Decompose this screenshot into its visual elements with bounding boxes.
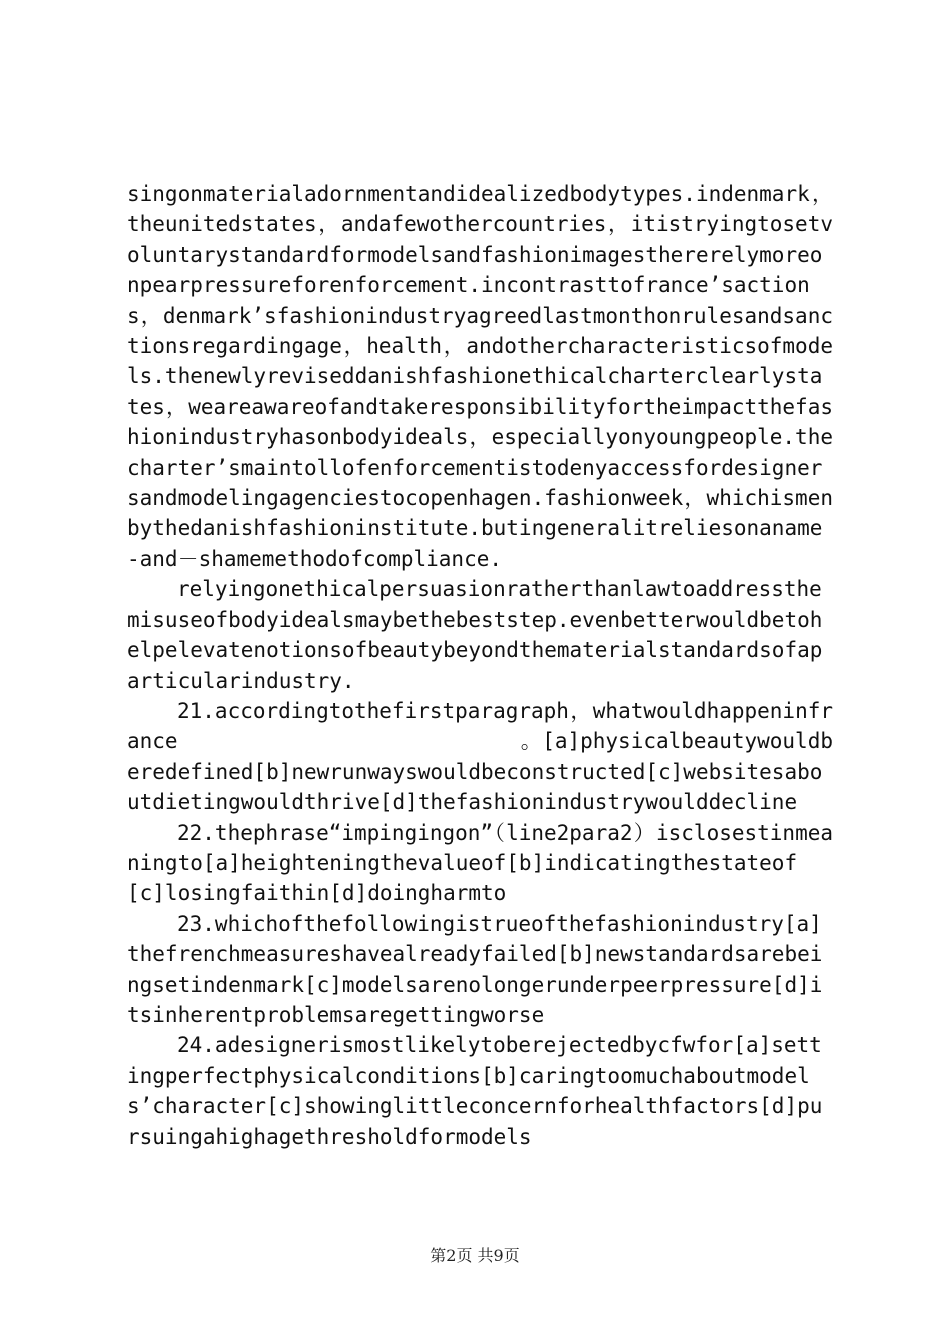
question-23: 23.whichofthefollowingistrueofthefashionindustry[a]thefrenchmeasureshavealreadyfailed[b]newstandardsarebeingsetindenmark[c]modelsarenolongerunderpeerpressure[d]itsinherentproblemsaregettingworse (127, 911, 823, 1027)
question-24: 24.adesignerismostlikelytoberejectedbycfwfor[a]settingperfectphysicalconditions[b]caringtoomuchaboutmodels’character[c]showinglittleconcernforhealthfactors[d]pursuingahighagethresholdformodels (127, 1033, 823, 1149)
document-body (127, 179, 833, 1152)
paragraph-continuation: singonmaterialadornmentandidealizedbodytypes.indenmark，theunitedstates，andafewothercountries，itistryingtosetvoluntarystandardformodelsandfashionimagesthererelymoreonpearpressureforenforcement.incontrasttofrance’sactions，denmark’sfashionindustryagreedlastmonthonrulesandsanctionsregardingage，health，andothercharacteristicsofmodels.thenewlyreviseddanishfashionethicalcharterclearlystates，weareawareofandtakeresponsibilityfortheimpactthefashionindustryhasonbodyideals，especiallyonyoungpeople.thecharter’smaintollofenforcementistodenyaccessfordesignersandmodelingagenciestocopenhagen.fashionweek，whichismenbythedanishfashioninstitute.butingeneralitreliesonaname-and－shamemethodofcompliance. (127, 182, 833, 571)
question-22: 22.thephrase“impingingon”（line2para2）isclosestinmeaningto[a]heighteningthevalueof[b]indicatingthestateof[c]losingfaithin[d]doingharmto (127, 820, 833, 906)
question-21: 21.accordingtothefirstparagraph，whatwouldhappeninfrance 。[a]physicalbeautywouldberedefined[b]newrunwayswouldbeconstructed[c]websitesaboutdietingwouldthrive[d]thefashionindustrywoulddecline (127, 698, 833, 815)
page-number-footer: 第2页 共9页 (430, 1246, 520, 1265)
paragraph-conclusion: relyingonethicalpersuasionratherthanlawtoaddressthemisuseofbodyidealsmaybethebeststep.evenbetterwouldbetohelpelevatenotionsofbeautybeyondthematerialstandardsofaparticularindustry. (127, 577, 823, 693)
